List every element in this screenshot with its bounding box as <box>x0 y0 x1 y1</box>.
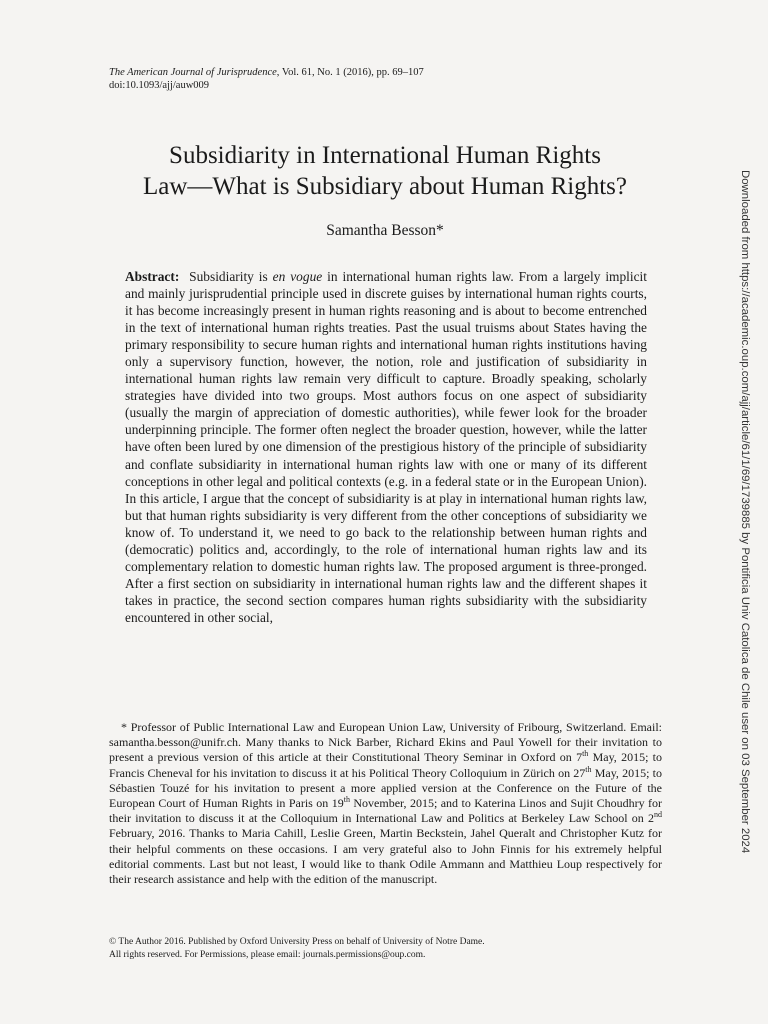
journal-header <box>109 66 424 92</box>
footnote-marker: * <box>121 720 127 734</box>
copyright-notice <box>109 936 485 961</box>
copyright-line-2: All rights reserved. For Permissions, please email: journals.permissions@oup.com. <box>109 949 426 960</box>
author-name: Samantha Besson <box>326 222 437 239</box>
title-line-1: Subsidiarity in International Human Rights <box>169 142 601 169</box>
author-footnote-marker: * <box>436 222 444 239</box>
volume-pages: , Vol. 61, No. 1 (2016), pp. 69–107 <box>276 67 424 78</box>
copyright-line-1: © The Author 2016. Published by Oxford University Press on behalf of University of Notre Dame. <box>109 937 485 947</box>
author-line <box>100 222 670 240</box>
abstract-text-post: in international human rights law. From a largely implicit and mainly jurisprudential principle used in discrete guises by international human rights courts, it has become increasingly present in human rights reasoning and is about to become entrenched in the text of international human rights treaties. Past the usual truisms about States having the primary responsibility to secure human rights and international human rights institutions having only a supervisory function, however, the notion, role and justification of subsidiarity in international human rights law remain very difficult to capture. Broadly speaking, scholarly strategies have divided into two groups. Most authors focus on one aspect of subsidiarity (usually the margin of appreciation of domestic authorities), while fewer look for the broader underpinning principle. The former often neglect the broader question, however, while the latter have often been lured by one dimension of the prestigious history of the principle of subsidiarity and conflate subsidiarity in international human rights law with one or many of its different conceptions in other legal and political contexts (e.g. in a federal state or in the European Union). In this article, I argue that the concept of subsidiarity is at play in international human rights law, but that human rights subsidiarity is very different from the other conceptions of subsidiarity we know of. To understand it, we need to go back to the relationship between human rights and (democratic) politics and, accordingly, to the role of international human rights law and its complementary relation to domestic human rights law. The proposed argument is three-pronged. After a first section on subsidiarity in international human rights law and the different shapes it takes in practice, the second section compares human rights subsidiarity with the subsidiarity encountered in other social, <box>125 269 647 625</box>
abstract-text-pre: Subsidiarity is <box>189 269 273 284</box>
footnote-text-5: February, 2016. Thanks to Maria Cahill, Leslie Green, Martin Beckstein, Jahel Queralt and Christopher Kutz for their helpful comments on these occasions. I am very grateful also to John Finnis for his extremely helpful editorial comments. Last but not least, I would like to thank Odile Ammann and Matthieu Loup respectively for their research assistance and help with the edition of the manuscript. <box>109 826 662 887</box>
author-footnote <box>109 720 662 887</box>
footnote-sup-1: th <box>582 749 589 759</box>
abstract-emphasis: en vogue <box>272 269 323 284</box>
doi: doi:10.1093/ajj/auw009 <box>109 80 210 91</box>
article-title <box>100 140 670 202</box>
abstract <box>125 268 647 626</box>
abstract-label: Abstract: <box>125 269 180 284</box>
footnote-text-1: Professor of Public International Law and European Union Law, University of Fribourg, Switzerland. Email: samantha.besson@unifr.ch. Many thanks to Nick Barber, Richard Ekins and Paul Yowell for their invitation to present a previous version of this article at their Constitutional Theory Seminar in Oxford on 7 <box>109 720 662 765</box>
footnote-text-4: November, 2015; and to Katerina Linos and Sujit Choudhry for their invitation to discuss it at the Colloquium in International Law and Politics at Berkeley Law School on 2 <box>109 796 662 826</box>
download-notice: Downloaded from https://academic.oup.com/ajj/article/61/1/69/1739885 by Pontificia Univ Catolica de Chile user on 03 September 2024 <box>739 170 751 854</box>
footnote-sup-4: nd <box>654 810 662 820</box>
footnote-sup-2: th <box>585 764 592 774</box>
title-line-2: Law—What is Subsidiary about Human Rights? <box>143 173 627 200</box>
journal-citation <box>109 66 424 79</box>
journal-name: The American Journal of Jurisprudence <box>109 67 277 78</box>
footnote-text-3: May, 2015; to Sébastien Touzé for his invitation to present a more applied version at the Conference on the Future of the European Court of Human Rights in Paris on 19 <box>109 765 663 811</box>
footnote-sup-3: th <box>343 795 350 805</box>
download-sidebar <box>735 170 755 930</box>
footnote-text-2: May, 2015; to Francis Cheneval for his invitation to discuss it at his Political Theory Colloquium in Zürich on 27 <box>109 750 663 780</box>
